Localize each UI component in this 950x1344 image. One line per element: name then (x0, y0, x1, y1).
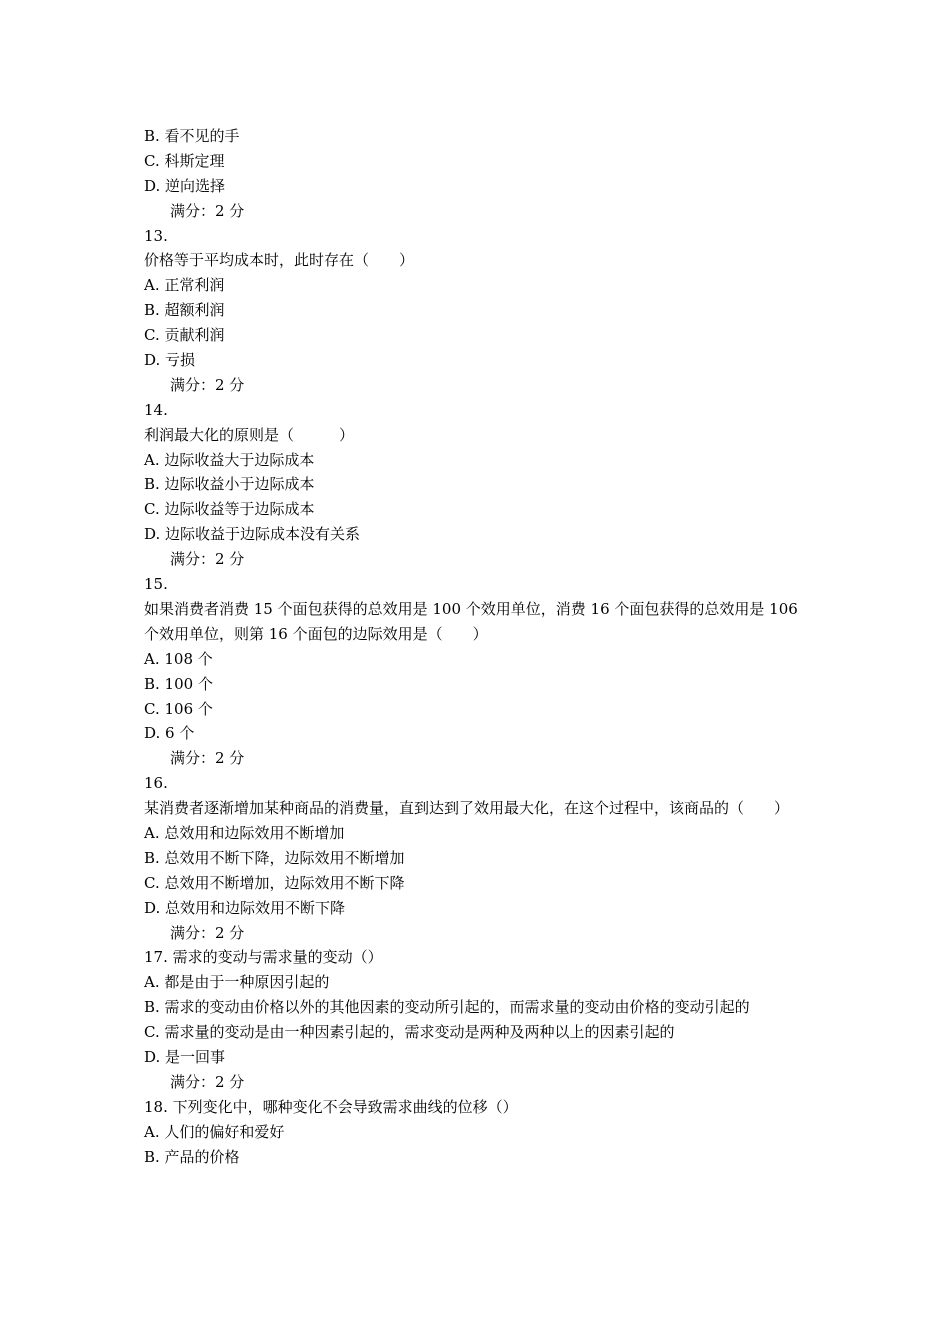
option-d: D. 总效用和边际效用不断下降 (144, 898, 346, 917)
question-number: 14. (144, 400, 168, 419)
score-line: 满分：2 分 (170, 1072, 245, 1091)
option-c: C. 贡献利润 (144, 326, 225, 345)
option-a: A. 正常利润 (144, 276, 225, 295)
option-d: D. 是一回事 (144, 1048, 226, 1067)
question-number: 15. (144, 575, 168, 594)
score-line: 满分：2 分 (170, 375, 245, 394)
option-c: C. 边际收益等于边际成本 (144, 500, 315, 519)
option-d: D. 亏损 (144, 351, 196, 370)
option-a: A. 108 个 (144, 649, 213, 668)
option-b: B. 100 个 (144, 674, 213, 693)
score-line: 满分：2 分 (170, 923, 245, 942)
question-number: 13. (144, 226, 168, 245)
option-a: A. 总效用和边际效用不断增加 (144, 823, 345, 842)
question-number: 16. (144, 774, 168, 793)
option-d: D. 逆向选择 (144, 176, 226, 195)
score-line: 满分：2 分 (170, 550, 245, 569)
question-title: 18. 下列变化中，哪种变化不会导致需求曲线的位移（） (144, 1097, 518, 1116)
option-b: B. 需求的变动由价格以外的其他因素的变动所引起的，而需求量的变动由价格的变动引起的 (144, 998, 750, 1017)
option-a: A. 边际收益大于边际成本 (144, 450, 315, 469)
option-b: B. 看不见的手 (144, 127, 240, 145)
question-stem: 某消费者逐渐增加某种商品的消费量，直到达到了效用最大化，在这个过程中，该商品的（ ） (144, 799, 790, 818)
option-a: A. 都是由于一种原因引起的 (144, 973, 330, 992)
option-c: C. 需求量的变动是由一种因素引起的，需求变动是两种及两种以上的因素引起的 (144, 1023, 675, 1042)
option-b: B. 边际收益小于边际成本 (144, 475, 315, 494)
option-c: C. 106 个 (144, 699, 213, 718)
option-b: B. 产品的价格 (144, 1147, 240, 1166)
option-c: C. 科斯定理 (144, 151, 225, 170)
score-line: 满分：2 分 (170, 749, 245, 768)
option-b: B. 总效用不断下降，边际效用不断增加 (144, 848, 405, 867)
question-stem: 价格等于平均成本时，此时存在（ ） (144, 251, 415, 270)
option-d: D. 6 个 (144, 724, 195, 743)
option-a: A. 人们的偏好和爱好 (144, 1122, 285, 1141)
option-c: C. 总效用不断增加，边际效用不断下降 (144, 873, 405, 892)
question-stem: 如果消费者消费 15 个面包获得的总效用是 100 个效用单位，消费 16 个面包获得的总效用是 106 个效用单位，则第 16 个面包的边际效用是（ ） (144, 599, 798, 643)
option-b: B. 超额利润 (144, 301, 225, 320)
document-page (144, 124, 810, 1169)
question-stem: 利润最大化的原则是（ ） (144, 425, 355, 444)
option-d: D. 边际收益于边际成本没有关系 (144, 525, 361, 544)
score-line: 满分：2 分 (170, 201, 245, 220)
question-title: 17. 需求的变动与需求量的变动（） (144, 948, 383, 967)
